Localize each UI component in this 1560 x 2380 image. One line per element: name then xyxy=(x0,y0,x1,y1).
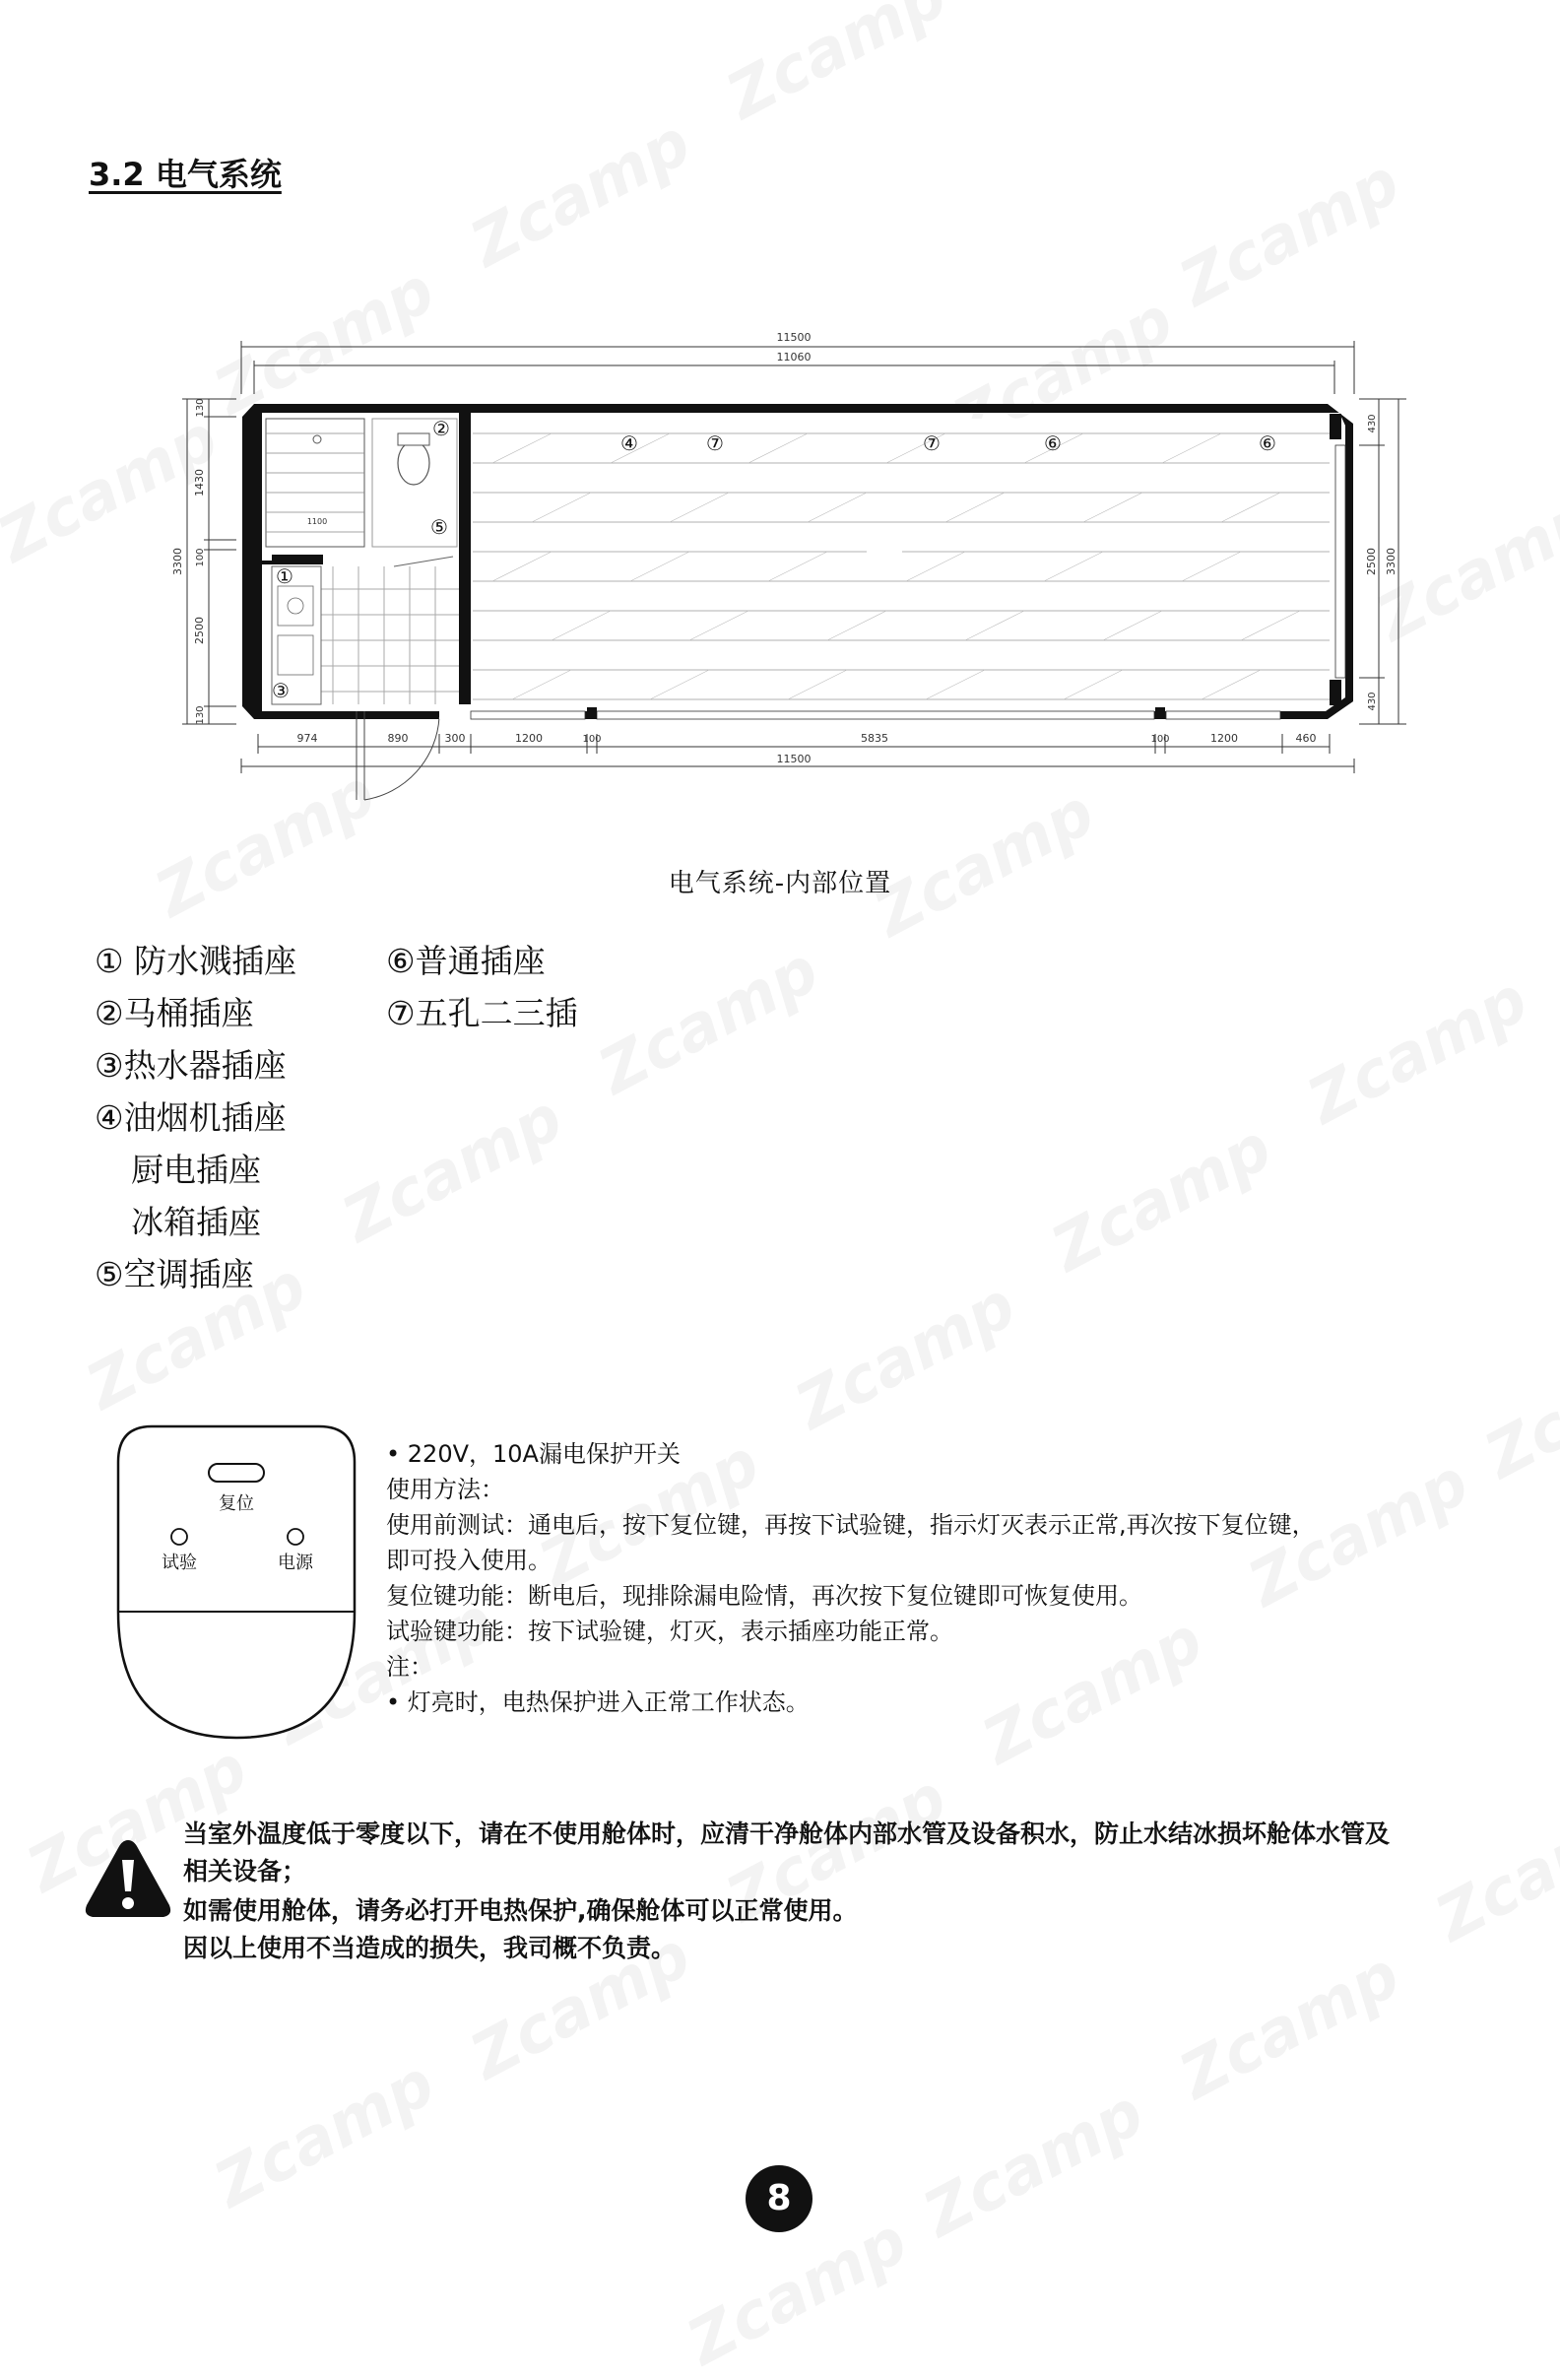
legend-label: 厨电插座 xyxy=(131,1151,261,1189)
warning-line: 当室外温度低于零度以下，请在不使用舱体时，应清干净舱体内部水管及设备积水，防止水结冰损坏舱体水管及 xyxy=(183,1819,1391,1848)
legend-item xyxy=(95,1040,287,1087)
legend-number: ⑥ xyxy=(386,942,416,980)
partition-wall xyxy=(459,413,471,704)
watermark xyxy=(716,0,959,134)
power-indicator xyxy=(288,1529,303,1545)
legend-number: ① xyxy=(95,942,124,980)
legend-label: 热水器插座 xyxy=(123,1046,287,1085)
dim-bottom-2: 890 xyxy=(387,732,409,745)
info-line: 使用前测试：通电后，按下复位键，再按下试验键，指示灯灭表示正常,再次按下复位键， xyxy=(386,1511,1316,1539)
legend-item xyxy=(95,936,296,982)
dim-left-4: 2500 xyxy=(193,617,206,644)
legend-number: ③ xyxy=(95,1046,124,1085)
marker-7: ⑦ xyxy=(923,431,941,455)
watermark xyxy=(1041,1111,1284,1287)
watermark xyxy=(785,1269,1028,1444)
watermark xyxy=(1169,1939,1412,2114)
info-line: • 灯亮时，电热保护进入正常工作状态。 xyxy=(386,1688,810,1716)
dim-bottom-total: 11500 xyxy=(776,753,812,765)
watermark xyxy=(1425,1781,1560,1956)
dim-right-3: 430 xyxy=(1367,692,1378,711)
plan-caption: 电气系统-内部位置 xyxy=(668,869,892,898)
section-title: 3.2 电气系统 xyxy=(89,156,282,193)
legend-number: ② xyxy=(95,994,124,1032)
legend-number: ⑦ xyxy=(386,994,416,1032)
legend-label: 防水溅插座 xyxy=(123,942,297,980)
legend-item xyxy=(131,1145,261,1191)
marker-4: ④ xyxy=(620,431,638,455)
legend-label: 普通插座 xyxy=(415,942,546,980)
watermark xyxy=(677,2205,920,2380)
dim-bottom-7: 100 xyxy=(1150,734,1170,745)
marker-6: ⑥ xyxy=(1259,431,1276,455)
dim-right-1: 430 xyxy=(1367,414,1378,433)
bath-dim-label: 1100 xyxy=(306,517,328,526)
marker-3: ③ xyxy=(272,679,290,702)
reset-button[interactable] xyxy=(209,1464,264,1482)
dim-left-2: 1430 xyxy=(193,469,206,496)
legend-item xyxy=(95,1092,287,1139)
watermark xyxy=(913,2077,1156,2252)
watermark xyxy=(332,1082,575,1257)
legend-label: 空调插座 xyxy=(123,1255,254,1293)
info-line: 注： xyxy=(386,1653,433,1681)
dim-bottom-3: 300 xyxy=(444,732,466,745)
marker-5: ⑤ xyxy=(430,515,448,539)
kitchen-tiles xyxy=(321,566,459,704)
legend-item xyxy=(131,1197,261,1243)
watermark xyxy=(460,106,703,282)
dim-bottom-5: 100 xyxy=(582,734,602,745)
watermark xyxy=(1169,146,1412,321)
watermark xyxy=(204,2047,447,2222)
warning-triangle-icon xyxy=(83,1836,173,1921)
info-line: 使用方法： xyxy=(386,1476,504,1503)
dim-bottom-4: 1200 xyxy=(515,732,543,745)
warning-line: 相关设备； xyxy=(183,1857,307,1885)
dim-right-total: 3300 xyxy=(1385,548,1398,575)
info-line: 复位键功能：断电后，现排除漏电险情，再次按下复位键即可恢复使用。 xyxy=(386,1582,1142,1610)
dim-bottom-8: 1200 xyxy=(1210,732,1238,745)
legend-item xyxy=(386,936,546,982)
warning-line: 如需使用舱体，请务必打开电热保护,确保舱体可以正常使用。 xyxy=(183,1896,858,1925)
watermark xyxy=(1474,1318,1560,1493)
shower-area xyxy=(266,419,364,547)
dim-bottom-1: 974 xyxy=(296,732,318,745)
marker-7: ⑦ xyxy=(706,431,724,455)
door-swing xyxy=(357,711,439,800)
page-number: 8 xyxy=(746,2165,812,2232)
watermark xyxy=(588,934,831,1109)
dim-bottom-9: 460 xyxy=(1295,732,1317,745)
marker-6: ⑥ xyxy=(1044,431,1062,455)
legend-label: 油烟机插座 xyxy=(123,1098,287,1137)
floor-plan-drawing xyxy=(0,315,1560,867)
legend-label: 五孔二三插 xyxy=(415,994,578,1032)
legend-item xyxy=(95,988,254,1034)
dim-bottom-6: 5835 xyxy=(861,732,888,745)
legend-label: 马桶插座 xyxy=(123,994,254,1032)
dim-inner-top: 11060 xyxy=(776,351,812,364)
watermark xyxy=(972,1604,1215,1779)
dim-left-5: 130 xyxy=(195,705,206,725)
reset-label: 复位 xyxy=(219,1493,254,1514)
legend-number: ④ xyxy=(95,1098,124,1137)
dim-right-2: 2500 xyxy=(1365,548,1378,575)
legend-label: 冰箱插座 xyxy=(131,1203,261,1241)
leakage-protection-socket xyxy=(116,1424,362,1750)
legend-item xyxy=(386,988,578,1034)
dim-left-3: 100 xyxy=(195,548,206,567)
dimension-left xyxy=(182,399,236,724)
legend-item xyxy=(95,1249,254,1295)
watermark xyxy=(1297,963,1540,1139)
power-label: 电源 xyxy=(278,1553,313,1573)
info-line: • 220V，10A漏电保护开关 xyxy=(386,1440,681,1468)
marker-2: ② xyxy=(432,417,450,440)
info-line: 试验键功能：按下试验键，灯灭，表示插座功能正常。 xyxy=(386,1618,953,1645)
dimension-top xyxy=(241,341,1354,394)
legend-number: ⑤ xyxy=(95,1255,124,1293)
dim-left-total: 3300 xyxy=(171,548,184,575)
toilet xyxy=(398,441,429,485)
test-label: 试验 xyxy=(162,1553,197,1573)
dim-total-top: 11500 xyxy=(776,331,812,344)
warning-line: 因以上使用不当造成的损失，我司概不负责。 xyxy=(183,1934,677,1962)
marker-1: ① xyxy=(276,564,293,588)
test-button[interactable] xyxy=(171,1529,187,1545)
info-line: 即可投入使用。 xyxy=(386,1547,552,1574)
dim-left-1: 130 xyxy=(195,398,206,418)
